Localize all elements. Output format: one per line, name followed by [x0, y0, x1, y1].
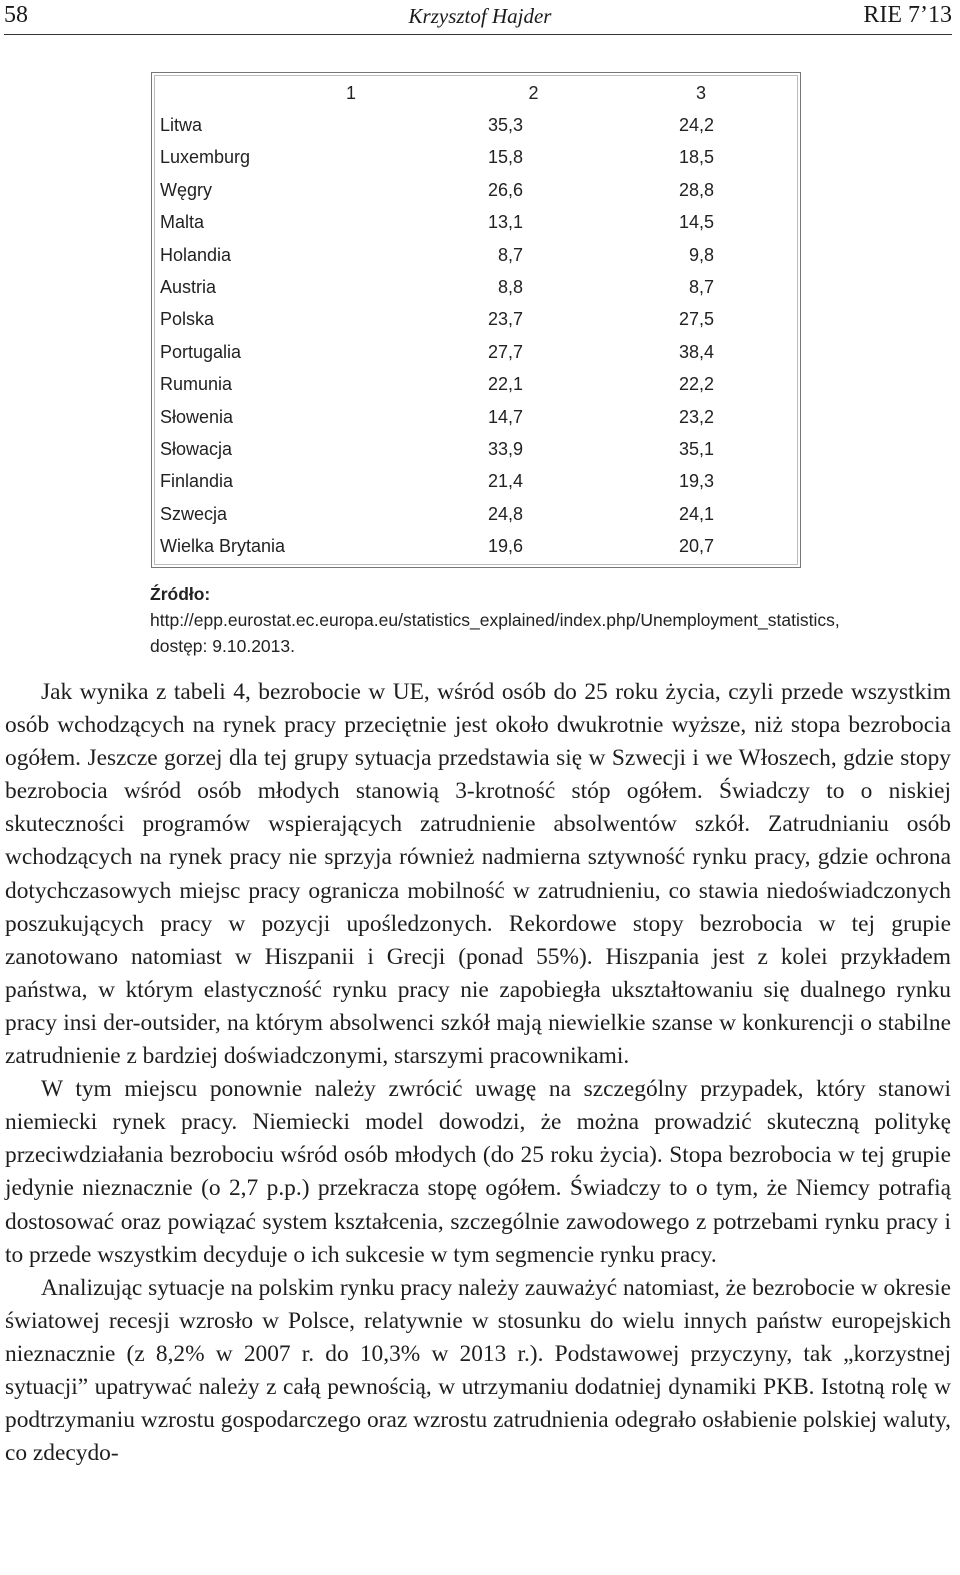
table-row	[156, 109, 796, 141]
value-cell: 24,1	[678, 503, 714, 524]
paragraph: Jak wynika z tabeli 4, bezrobocie w UE, wśród osób do 25 roku życia, czyli przede wszystkim osób wchodzących na rynek pracy przeciętnie jest około dwukrotnie wyższe, niż stopa bezrobocia ogółem. Jeszcze gorzej dla tej grupy sytuacja przedstawia się w Szwecji i we Włoszech, gdzie stopy bezrobocia wśród osób młodych stanowią 3-krotność stóp ogółem. Świadczy to o niskiej skuteczności programów wspierających zatrudnienie absolwentów szkół. Zatrudnianiu osób wchodzących na rynek pracy nie sprzyja również nadmierna sztywność rynku pracy, gdzie ochrona dotychczasowych miejsc pracy ogranicza mobilność w zatrudnieniu, co stawia niedoświadczonych poszukujących pracy w pozycji upośledzonych. Rekordowe stopy bezrobocia w tej grupie zanotowano natomiast w Hiszpanii i Grecji (ponad 55%). Hiszpania jest z kolei przykładem państwa, w którym elastyczność rynku pracy nie zapobiegła ukształtowaniu się dualnego rynku pracy insi der-outsider, na którym absolwenci szkół mają niewielkie szanse w konkurencji o stabilne zatrudnienie z bardziej doświadczonymi, starszymi pracownikami.	[5, 679, 951, 1070]
value-cell: 18,5	[678, 147, 714, 168]
value-cell: 21,4	[487, 471, 523, 492]
paragraph: Analizując sytuacje na polskim rynku pracy należy zauważyć natomiast, że bezrobocie w okresie światowej recesji wzrosło w Polsce, relatywnie w stosunku do wielu innych państw europejskich nieznacznie (z 8,2% w 2007 r. do 10,3% w 2013 r.). Podstawowej przyczyny, tak „korzystnej sytuacji” upatrywać należy z całą pewnością, w utrzymaniu dodatniej dynamiki PKB. Istotną rolę w podtrzymaniu wzrostu gospodarczego oraz wzrostu zatrudnienia odegrało osłabienie polskiej waluty, co zdecydo-	[5, 1274, 951, 1467]
table-row	[156, 498, 796, 530]
paragraph: W tym miejscu ponownie należy zwrócić uwagę na szczególny przypadek, który stanowi niemiecki rynek pracy. Niemiecki model dowodzi, że można prowadzić skuteczną politykę przeciwdziałania bezrobociu wśród osób młodych (do 25 roku życia). Stopa bezrobocia w tej grupie jedynie nieznacznie (o 2,7 p.p.) przekracza stopę ogółem. Świadczy to o tym, że Niemcy potrafią dostosować oraz powiązać system kształcenia, szczególnie zawodowego z potrzebami rynku pracy i to przede wszystkim decyduje o ich sukcesie w tym segmencie rynku pracy.	[5, 1076, 951, 1268]
value-cell: 19,3	[678, 471, 714, 492]
table-body	[156, 109, 796, 563]
value-cell: 35,3	[487, 115, 523, 136]
unemployment-table	[156, 77, 796, 563]
country-cell: Wielka Brytania	[160, 536, 286, 557]
value-cell: 35,1	[678, 438, 714, 459]
running-author: Krzysztof Hajder	[408, 4, 552, 28]
table-source-note	[150, 581, 840, 659]
value-cell: 13,1	[487, 212, 523, 233]
article-body	[5, 676, 951, 1470]
country-cell: Luxemburg	[160, 147, 251, 168]
column-header: 3	[695, 82, 706, 103]
country-cell: Austria	[160, 277, 217, 298]
value-cell: 20,7	[678, 536, 714, 557]
value-cell: 9,8	[688, 244, 714, 265]
table-row	[156, 433, 796, 465]
country-cell: Portugalia	[160, 341, 242, 362]
journal-issue: RIE 7’13	[863, 2, 952, 28]
table-row	[156, 239, 796, 271]
running-header	[0, 0, 960, 34]
value-cell: 27,7	[487, 341, 523, 362]
table-row	[156, 401, 796, 433]
value-cell: 24,8	[487, 503, 523, 524]
column-header: 1	[345, 82, 356, 103]
value-cell: 22,1	[487, 374, 523, 395]
table-row	[156, 271, 796, 303]
table-row	[156, 207, 796, 239]
header-rule	[4, 34, 952, 35]
value-cell: 27,5	[678, 309, 714, 330]
table-row	[156, 530, 796, 563]
value-cell: 23,2	[678, 406, 714, 427]
value-cell: 8,7	[497, 244, 523, 265]
country-cell: Słowenia	[160, 406, 234, 427]
value-cell: 33,9	[487, 438, 523, 459]
source-label: Źródło:	[150, 584, 211, 604]
country-cell: Rumunia	[160, 374, 233, 395]
table-header-row	[156, 77, 796, 109]
country-cell: Litwa	[160, 115, 203, 136]
table-row	[156, 174, 796, 206]
value-cell: 26,6	[487, 179, 523, 200]
value-cell: 22,2	[678, 374, 714, 395]
table-row	[156, 369, 796, 401]
country-cell: Polska	[160, 309, 215, 330]
value-cell: 14,5	[678, 212, 714, 233]
value-cell: 8,7	[688, 277, 714, 298]
column-header: 2	[528, 82, 539, 103]
table-row	[156, 304, 796, 336]
value-cell: 8,8	[497, 277, 523, 298]
table-row	[156, 336, 796, 368]
value-cell: 24,2	[678, 115, 714, 136]
table-row	[156, 142, 796, 174]
country-cell: Węgry	[160, 179, 213, 200]
country-cell: Malta	[160, 212, 205, 233]
page-number: 58	[4, 2, 28, 28]
value-cell: 28,8	[678, 179, 714, 200]
country-cell: Słowacja	[160, 438, 233, 459]
country-cell: Holandia	[160, 244, 232, 265]
value-cell: 14,7	[487, 406, 523, 427]
country-cell: Szwecja	[160, 503, 228, 524]
value-cell: 15,8	[487, 147, 523, 168]
value-cell: 19,6	[487, 536, 523, 557]
value-cell: 38,4	[678, 341, 714, 362]
source-text: http://epp.eurostat.ec.europa.eu/statistics_explained/index.php/Unemployment_statistics, dostęp: 9.10.2013.	[150, 610, 840, 656]
data-table-frame	[151, 72, 801, 568]
value-cell: 23,7	[487, 309, 523, 330]
country-cell: Finlandia	[160, 471, 234, 492]
table-row	[156, 466, 796, 498]
